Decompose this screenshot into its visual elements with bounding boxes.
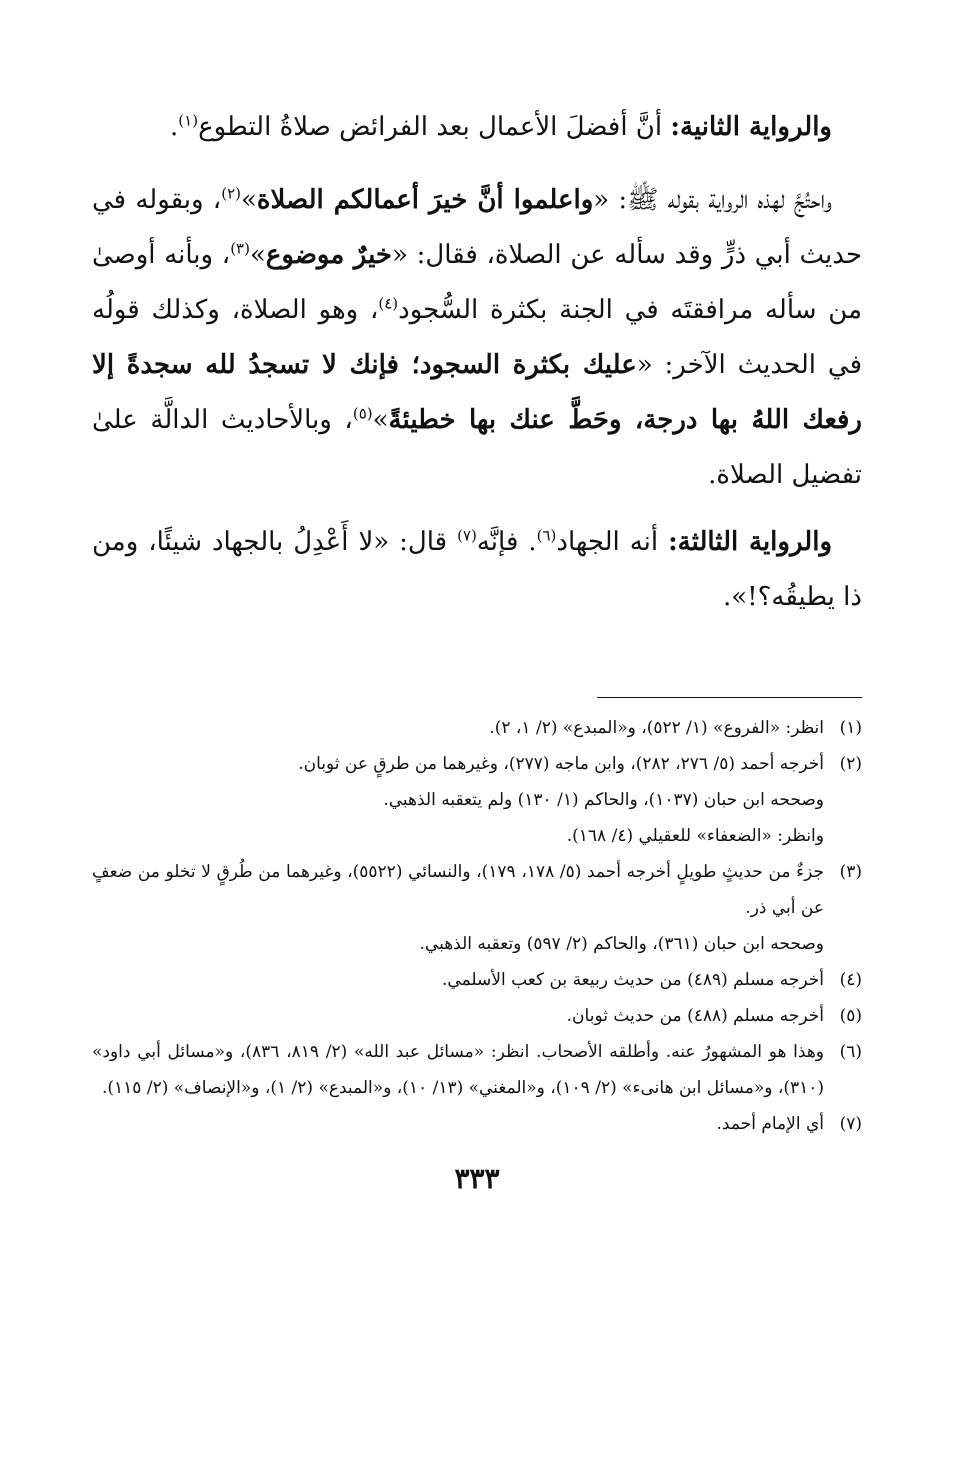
page-number: ٣٣٣: [454, 1162, 500, 1195]
footnote-number: (٦): [839, 1042, 862, 1062]
hadith-quote: خيرٌ موضوع: [265, 240, 393, 270]
footnote-line: جزءٌ من حديثٍ طويلٍ أخرجه أحمد (٥/ ١٧٨، ١٧٩)، والنسائي (٥٥٢٢)، وغيرهما من طُرقٍ لا تخلو من ضعفٍ عن أبي ذر.: [92, 862, 824, 918]
footnote-1: [92, 710, 862, 746]
footnote-ref[interactable]: (٣): [230, 239, 250, 258]
footnote-number: (١): [839, 718, 862, 738]
footnote-ref[interactable]: (٥): [352, 404, 373, 423]
footnote-number: (٢): [839, 754, 862, 774]
footnote-line: وصححه ابن حبان (٣٦١)، والحاكم (٢/ ٥٩٧) وتعقبه الذهبي.: [419, 934, 824, 954]
hadith-quote: عليك بكثرة السجود؛ فإنك لا تسجدُ لله سجدةً إلا رفعك اللهُ بها درجة، وحَطَّ عنك بها خطيئةً: [92, 350, 862, 435]
footnote-2: [92, 746, 862, 854]
footnote-separator: [597, 697, 862, 698]
footnote-ref[interactable]: (١): [178, 111, 199, 130]
paragraph-label: والرواية الثانية:: [670, 112, 832, 142]
book-page: [92, 100, 862, 1195]
footnote-line: أخرجه مسلم (٤٨٨) من حديث ثوبان.: [566, 1006, 824, 1026]
footnote-number: (٥): [839, 1006, 862, 1026]
footnote-4: [92, 962, 862, 998]
footnote-line: أي الإمام أحمد.: [716, 1114, 824, 1134]
main-text: [92, 100, 862, 625]
footnote-number: (٧): [839, 1114, 862, 1134]
footnote-3: [92, 854, 862, 962]
footnote-ref[interactable]: (٧): [457, 526, 477, 545]
footnote-line: أخرجه أحمد (٥/ ٢٧٦، ٢٨٢)، وابن ماجه (٢٧٧)، وغيرهما من طرقٍ عن ثوبان.: [298, 754, 824, 774]
footnote-ref[interactable]: (٢): [221, 184, 241, 203]
footnotes: [92, 710, 862, 1142]
hadith-quote: واعلموا أنَّ خيرَ أعمالكم الصلاة: [256, 185, 594, 215]
footnote-7: [92, 1106, 862, 1142]
footnote-line: وهذا هو المشهورُ عنه. وأطلقه الأصحاب. انظر: «مسائل عبد الله» (٢/ ٨١٩، ٨٣٦)، و«مسائل أبي داود» (٣١٠)، و«مسائل ابن هانىء» (٢/ ١٠٩)، و«المغني» (١٣/ ١٠)، و«المبدع» (٢/ ١)، و«الإنصاف» (٢/ ١١٥).: [92, 1042, 824, 1098]
footnote-number: (٣): [839, 862, 862, 882]
footnote-line: وانظر: «الضعفاء» للعقيلي (٤/ ١٦٨).: [566, 826, 824, 846]
footnote-line: أخرجه مسلم (٤٨٩) من حديث ربيعة بن كعب الأسلمي.: [442, 970, 824, 990]
paragraph-evidence: واحتُجَّ لهذه الرواية بقوله ﷺ: «واعلموا أنَّ خيرَ أعمالكم الصلاة»$^{(٢)}$، وبقوله في حديث أبي ذرٍّ وقد سأله عن الصلاة، فقال: «خيرٌ موضوع»$^{(٣)}$، وبأنه أوصىٰ من سأله مرافقتَه في الجنة بكثرة السُّجود$^{(٤)}$، وهو الصلاة، وكذلك قولُه في الحديث الآخر: «عليك بكثرة السجود؛ فإنك لا تسجدُ لله سجدةً إلا رفعك اللهُ بها درجة، وحَطَّ عنك بها خطيئةً»$^{(٥)}$، وبالأحاديث الدالَّة علىٰ تفضيل الصلاة.: [92, 184, 863, 490]
paragraph-label: والرواية الثالثة:: [668, 527, 833, 557]
paragraph-second-narration: والرواية الثانية: أنَّ أفضلَ الأعمال بعد الفرائض صلاةُ التطوع$^{(١)}$.: [170, 111, 832, 142]
paragraph-third-narration: والرواية الثالثة: أنه الجهاد$^{(٦)}$. فإنَّه$^{(٧)}$ قال: «لا أَعْدِلُ بالجهاد شيئًا، ومن ذا يطيقُه؟!».: [92, 526, 862, 612]
footnote-ref[interactable]: (٦): [536, 526, 557, 545]
footnote-5: [92, 998, 862, 1034]
footnote-number: (٤): [839, 970, 862, 990]
footnote-6: [92, 1034, 862, 1106]
footnote-ref[interactable]: (٤): [378, 294, 399, 313]
footnote-line: انظر: «الفروع» (١/ ٥٢٢)، و«المبدع» (٢/ ١، ٢).: [489, 718, 824, 738]
footnote-line: وصححه ابن حبان (١٠٣٧)، والحاكم (١/ ١٣٠) ولم يتعقبه الذهبي.: [383, 790, 824, 810]
